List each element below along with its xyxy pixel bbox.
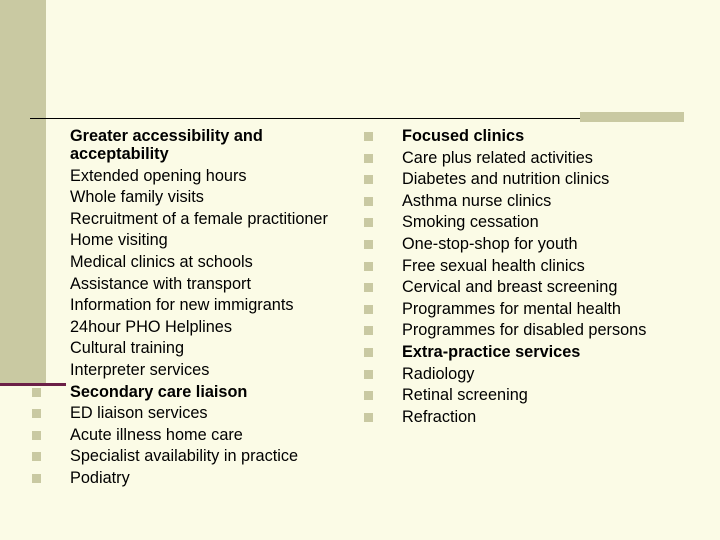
list-item — [32, 469, 332, 487]
list-item — [32, 127, 332, 163]
list-item-text: Whole family visits — [70, 188, 204, 207]
list-item — [364, 213, 694, 231]
list-item — [32, 318, 332, 336]
list-item — [32, 231, 332, 249]
list-item-text: Extended opening hours — [70, 166, 247, 185]
list-item-text: Recruitment of a female practitioner — [70, 209, 328, 228]
list-item — [32, 296, 332, 314]
list-item-text: Smoking cessation — [402, 213, 539, 232]
list-item-text: Diabetes and nutrition clinics — [402, 170, 610, 189]
list-item-text: Cultural training — [70, 339, 185, 358]
list-item-text: Free sexual health clinics — [402, 256, 585, 275]
list-item-text: Radiology — [402, 364, 475, 383]
list-item-text: Home visiting — [70, 231, 168, 250]
list-item — [364, 149, 694, 167]
list-item-text: Retinal screening — [402, 386, 528, 405]
list-item — [32, 210, 332, 228]
list-item — [364, 257, 694, 275]
list-item — [32, 447, 332, 465]
list-item — [32, 426, 332, 444]
list-item — [364, 365, 694, 383]
list-item — [32, 383, 332, 401]
list-item — [32, 361, 332, 379]
list-item-text: Assistance with transport — [70, 274, 251, 293]
list-item — [364, 192, 694, 210]
list-item-text: Secondary care liaison — [70, 382, 248, 401]
list-item-text: Interpreter services — [70, 360, 210, 379]
list-item-text: Greater accessibility and acceptability — [70, 127, 263, 163]
list-item-text: 24hour PHO Helplines — [70, 317, 232, 336]
list-item — [364, 278, 694, 296]
list-item-text: Podiatry — [70, 468, 130, 487]
list-item-text: Specialist availability in practice — [70, 447, 299, 466]
list-item — [364, 235, 694, 253]
list-item — [364, 408, 694, 426]
right-bullet-list — [364, 127, 694, 429]
list-item-text: ED liaison services — [70, 404, 208, 423]
list-item — [32, 253, 332, 271]
list-item — [32, 404, 332, 422]
list-item-text: Programmes for disabled persons — [402, 321, 647, 340]
list-item — [32, 339, 332, 357]
list-item-text: Cervical and breast screening — [402, 278, 618, 297]
list-item-text: Extra-practice services — [402, 342, 581, 361]
list-item — [32, 275, 332, 293]
list-item — [364, 343, 694, 361]
list-item — [364, 300, 694, 318]
list-item-text: Acute illness home care — [70, 425, 243, 444]
title-divider-block — [580, 112, 684, 122]
list-item — [364, 170, 694, 188]
list-item — [32, 167, 332, 185]
list-item-text: Asthma nurse clinics — [402, 191, 552, 210]
list-item — [364, 386, 694, 404]
list-item — [364, 127, 694, 145]
list-item-text: Information for new immigrants — [70, 296, 294, 315]
list-item-text: Refraction — [402, 407, 477, 426]
list-item-text: Programmes for mental health — [402, 299, 621, 318]
left-bullet-list — [32, 127, 332, 491]
list-item — [364, 321, 694, 339]
list-item-text: Care plus related activities — [402, 148, 593, 167]
list-item-text: Focused clinics — [402, 127, 525, 145]
list-item-text: Medical clinics at schools — [70, 252, 253, 271]
list-item-text: One-stop-shop for youth — [402, 234, 578, 253]
list-item — [32, 188, 332, 206]
